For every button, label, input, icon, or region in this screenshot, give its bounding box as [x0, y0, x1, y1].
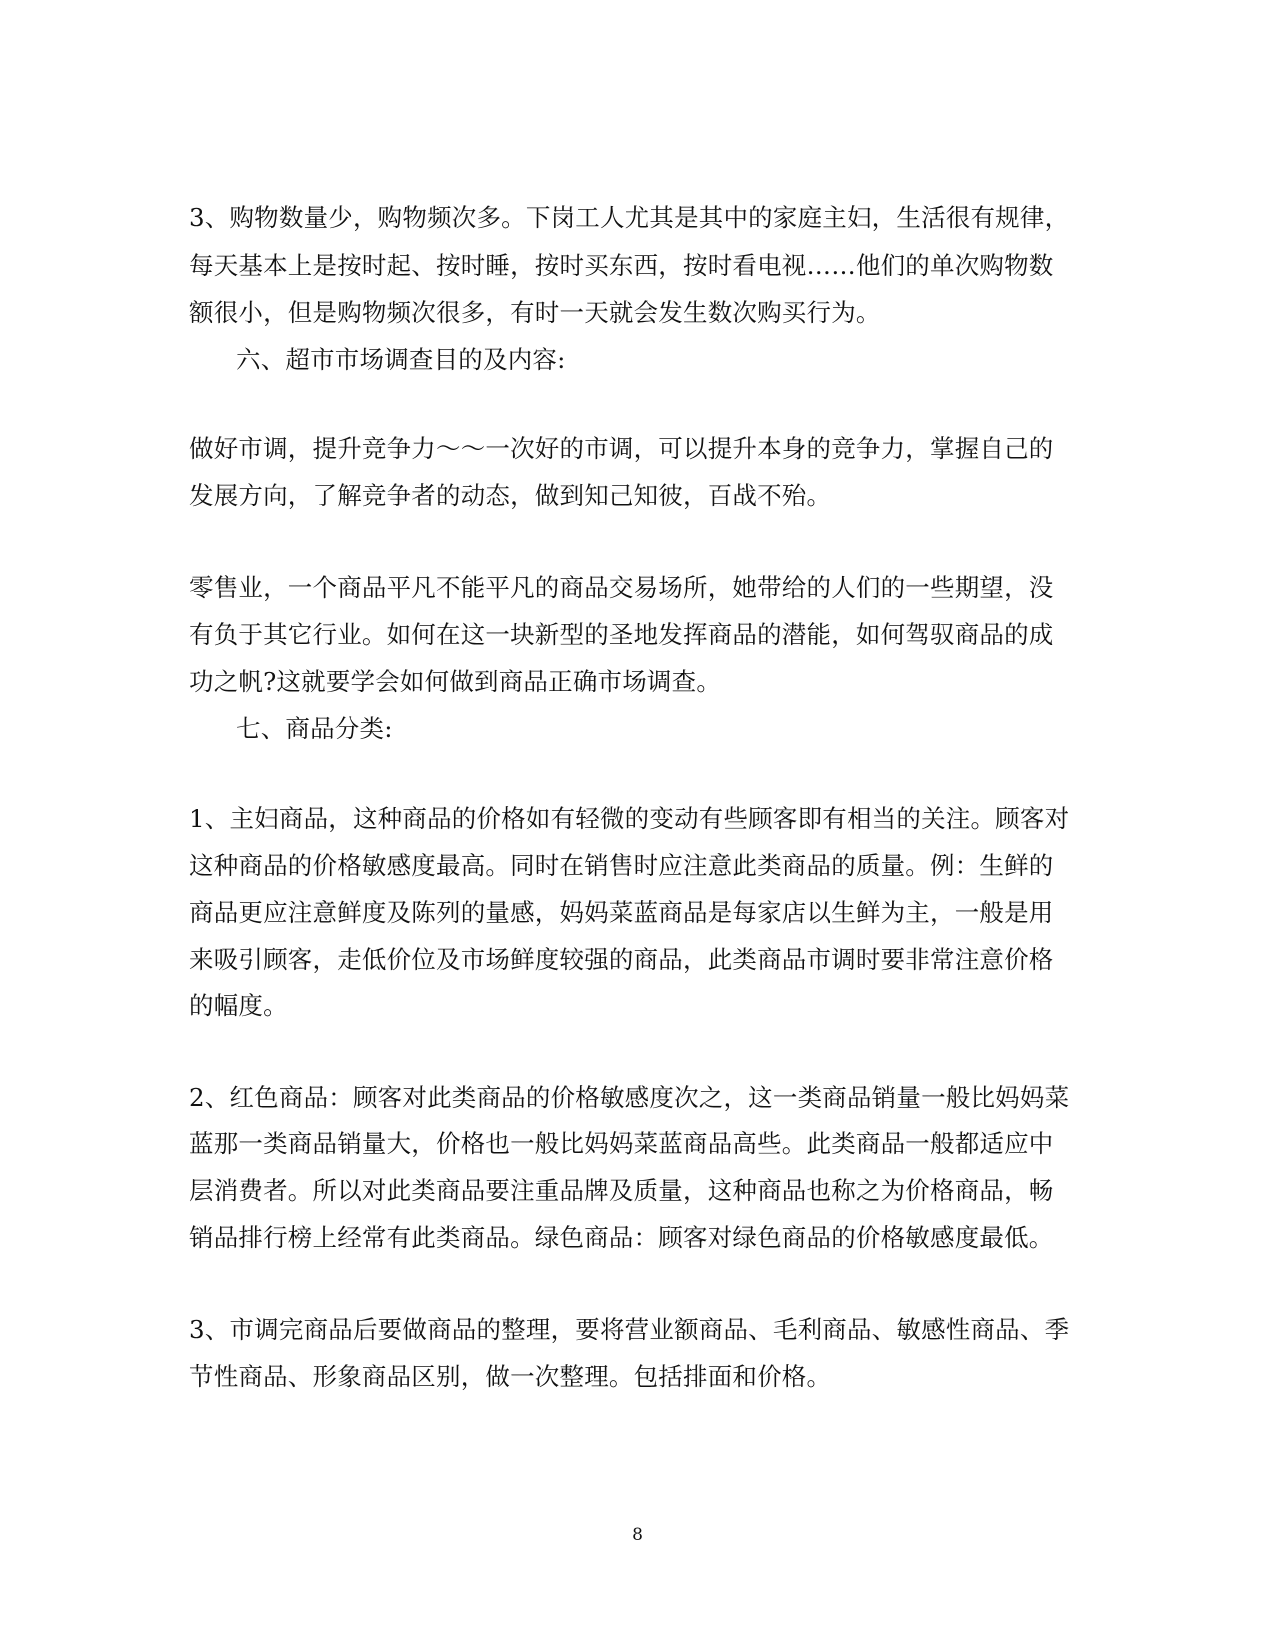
paragraph-6-line-1: 3、市调完商品后要做商品的整理，要将营业额商品、毛利商品、敏感性商品、季: [189, 1315, 1070, 1344]
section-heading-7: 七、商品分类:: [236, 714, 393, 743]
paragraph-5-line-1: 2、红色商品：顾客对此类商品的价格敏感度次之，这一类商品销量一般比妈妈菜: [189, 1083, 1070, 1112]
paragraph-4-line-5: 的幅度。: [189, 991, 288, 1020]
paragraph-1-line-2: 每天基本上是按时起、按时睡，按时买东西，按时看电视……他们的单次购物数: [189, 251, 1054, 280]
paragraph-1-line-1: 3、购物数量少，购物频次多。下岗工人尤其是其中的家庭主妇，生活很有规律，: [189, 203, 1070, 232]
paragraph-3-line-1: 零售业，一个商品平凡不能平凡的商品交易场所，她带给的人们的一些期望，没: [189, 573, 1054, 602]
paragraph-6-line-2: 节性商品、形象商品区别，做一次整理。包括排面和价格。: [189, 1362, 832, 1391]
paragraph-3-line-3: 功之帆?这就要学会如何做到商品正确市场调查。: [189, 667, 722, 696]
paragraph-4-line-1: 1、主妇商品，这种商品的价格如有轻微的变动有些顾客即有相当的关注。顾客对: [189, 804, 1070, 833]
paragraph-5-line-4: 销品排行榜上经常有此类商品。绿色商品：顾客对绿色商品的价格敏感度最低。: [189, 1223, 1054, 1252]
section-heading-6: 六、超市市场调查目的及内容:: [236, 345, 566, 374]
page-number: 8: [632, 1525, 643, 1545]
paragraph-2-line-1: 做好市调，提升竞争力～～一次好的市调，可以提升本身的竞争力，掌握自己的: [189, 434, 1054, 463]
paragraph-2-line-2: 发展方向，了解竞争者的动态，做到知己知彼，百战不殆。: [189, 481, 832, 510]
paragraph-4-line-4: 来吸引顾客，走低价位及市场鲜度较强的商品，此类商品市调时要非常注意价格: [189, 945, 1054, 974]
paragraph-1-line-3: 额很小，但是购物频次很多，有时一天就会发生数次购买行为。: [189, 298, 881, 327]
paragraph-5-line-3: 层消费者。所以对此类商品要注重品牌及质量，这种商品也称之为价格商品，畅: [189, 1176, 1054, 1205]
paragraph-4-line-2: 这种商品的价格敏感度最高。同时在销售时应注意此类商品的质量。例：生鲜的: [189, 851, 1054, 880]
paragraph-5-line-2: 蓝那一类商品销量大，价格也一般比妈妈菜蓝商品高些。此类商品一般都适应中: [189, 1129, 1054, 1158]
paragraph-4-line-3: 商品更应注意鲜度及陈列的量感，妈妈菜蓝商品是每家店以生鲜为主，一般是用: [189, 898, 1054, 927]
paragraph-3-line-2: 有负于其它行业。如何在这一块新型的圣地发挥商品的潜能，如何驾驭商品的成: [189, 620, 1054, 649]
